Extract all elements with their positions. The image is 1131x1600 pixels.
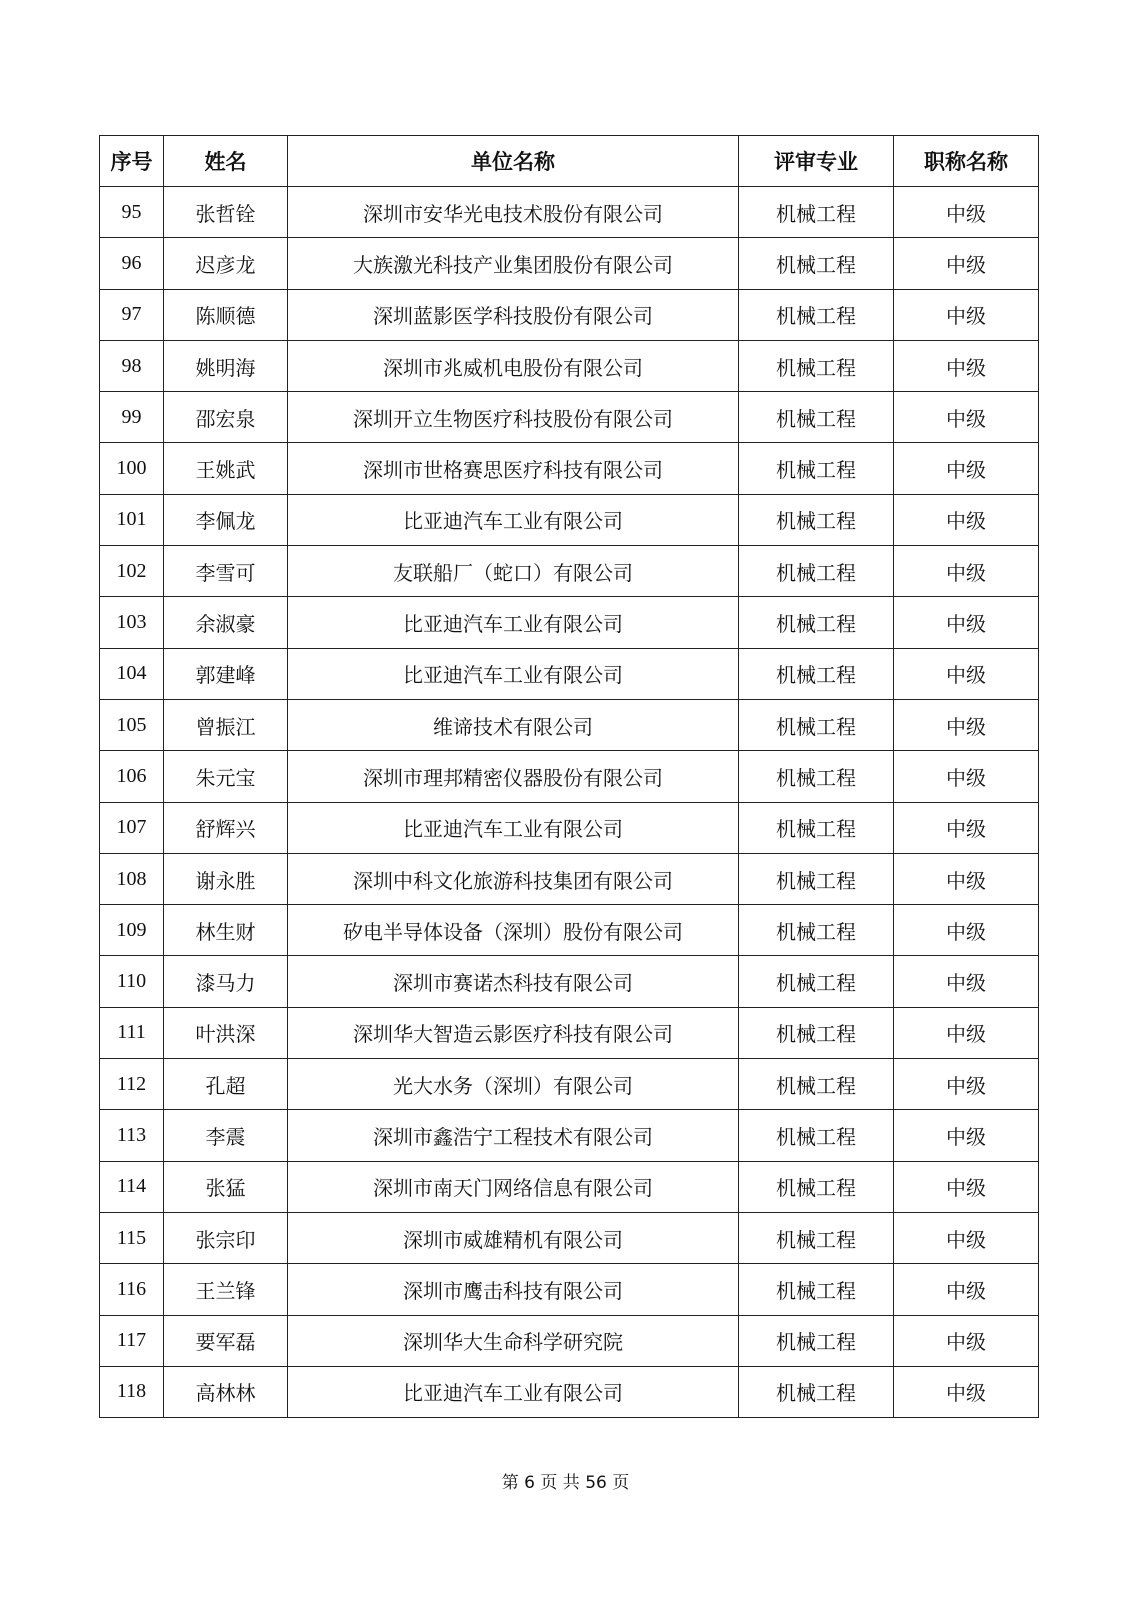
specialty-cell: 机械工程 [739, 699, 894, 750]
serial-cell: 97 [100, 289, 164, 340]
name-cell: 叶洪深 [164, 1007, 288, 1058]
serial-cell: 118 [100, 1366, 164, 1417]
organization-cell: 大族激光科技产业集团股份有限公司 [288, 238, 739, 289]
name-cell: 王姚武 [164, 443, 288, 494]
table-row [100, 1110, 1039, 1161]
serial-cell: 114 [100, 1161, 164, 1212]
name-cell: 王兰锋 [164, 1264, 288, 1315]
name-cell: 李佩龙 [164, 494, 288, 545]
serial-cell: 96 [100, 238, 164, 289]
header-serial: 序号 [100, 136, 164, 187]
specialty-cell: 机械工程 [739, 340, 894, 391]
header-name: 姓名 [164, 136, 288, 187]
title-cell: 中级 [894, 546, 1039, 597]
title-cell: 中级 [894, 494, 1039, 545]
title-cell: 中级 [894, 1315, 1039, 1366]
serial-cell: 113 [100, 1110, 164, 1161]
name-cell: 林生财 [164, 905, 288, 956]
organization-cell: 友联船厂（蛇口）有限公司 [288, 546, 739, 597]
serial-cell: 104 [100, 648, 164, 699]
organization-cell: 深圳蓝影医学科技股份有限公司 [288, 289, 739, 340]
serial-cell: 110 [100, 956, 164, 1007]
title-cell: 中级 [894, 187, 1039, 238]
title-cell: 中级 [894, 1212, 1039, 1263]
specialty-cell: 机械工程 [739, 443, 894, 494]
title-cell: 中级 [894, 443, 1039, 494]
specialty-cell: 机械工程 [739, 802, 894, 853]
title-cell: 中级 [894, 1366, 1039, 1417]
organization-cell: 深圳市赛诺杰科技有限公司 [288, 956, 739, 1007]
title-cell: 中级 [894, 648, 1039, 699]
name-cell: 迟彦龙 [164, 238, 288, 289]
serial-cell: 103 [100, 597, 164, 648]
organization-cell: 深圳市南天门网络信息有限公司 [288, 1161, 739, 1212]
table-row [100, 699, 1039, 750]
name-cell: 邵宏泉 [164, 392, 288, 443]
organization-cell: 比亚迪汽车工业有限公司 [288, 648, 739, 699]
table-row [100, 238, 1039, 289]
serial-cell: 107 [100, 802, 164, 853]
organization-cell: 矽电半导体设备（深圳）股份有限公司 [288, 905, 739, 956]
name-cell: 舒辉兴 [164, 802, 288, 853]
organization-cell: 深圳市兆威机电股份有限公司 [288, 340, 739, 391]
name-cell: 漆马力 [164, 956, 288, 1007]
table-row [100, 1161, 1039, 1212]
specialty-cell: 机械工程 [739, 1315, 894, 1366]
name-cell: 高林林 [164, 1366, 288, 1417]
specialty-cell: 机械工程 [739, 289, 894, 340]
roster-table-container [99, 135, 1038, 1418]
specialty-cell: 机械工程 [739, 1212, 894, 1263]
serial-cell: 98 [100, 340, 164, 391]
serial-cell: 108 [100, 853, 164, 904]
header-row [100, 136, 1039, 187]
header-specialty: 评审专业 [739, 136, 894, 187]
table-row [100, 187, 1039, 238]
name-cell: 余淑豪 [164, 597, 288, 648]
name-cell: 陈顺德 [164, 289, 288, 340]
specialty-cell: 机械工程 [739, 238, 894, 289]
page-number: 第 6 页 共 56 页 [501, 1473, 630, 1493]
header-title: 职称名称 [894, 136, 1039, 187]
table-row [100, 1212, 1039, 1263]
table-row [100, 443, 1039, 494]
name-cell: 谢永胜 [164, 853, 288, 904]
title-cell: 中级 [894, 597, 1039, 648]
title-cell: 中级 [894, 751, 1039, 802]
serial-cell: 101 [100, 494, 164, 545]
organization-cell: 深圳市鹰击科技有限公司 [288, 1264, 739, 1315]
table-row [100, 1315, 1039, 1366]
title-cell: 中级 [894, 340, 1039, 391]
name-cell: 张哲铨 [164, 187, 288, 238]
title-cell: 中级 [894, 699, 1039, 750]
organization-cell: 比亚迪汽车工业有限公司 [288, 802, 739, 853]
serial-cell: 112 [100, 1059, 164, 1110]
organization-cell: 光大水务（深圳）有限公司 [288, 1059, 739, 1110]
name-cell: 要军磊 [164, 1315, 288, 1366]
organization-cell: 深圳市威雄精机有限公司 [288, 1212, 739, 1263]
serial-cell: 102 [100, 546, 164, 597]
serial-cell: 111 [100, 1007, 164, 1058]
serial-cell: 99 [100, 392, 164, 443]
table-row [100, 546, 1039, 597]
table-row [100, 751, 1039, 802]
serial-cell: 117 [100, 1315, 164, 1366]
serial-cell: 95 [100, 187, 164, 238]
specialty-cell: 机械工程 [739, 956, 894, 1007]
table-row [100, 289, 1039, 340]
title-cell: 中级 [894, 1264, 1039, 1315]
organization-cell: 深圳华大生命科学研究院 [288, 1315, 739, 1366]
organization-cell: 比亚迪汽车工业有限公司 [288, 1366, 739, 1417]
specialty-cell: 机械工程 [739, 187, 894, 238]
title-cell: 中级 [894, 1110, 1039, 1161]
name-cell: 张猛 [164, 1161, 288, 1212]
header-organization: 单位名称 [288, 136, 739, 187]
title-cell: 中级 [894, 802, 1039, 853]
organization-cell: 深圳市鑫浩宁工程技术有限公司 [288, 1110, 739, 1161]
table-row [100, 597, 1039, 648]
organization-cell: 深圳市安华光电技术股份有限公司 [288, 187, 739, 238]
organization-cell: 比亚迪汽车工业有限公司 [288, 597, 739, 648]
title-cell: 中级 [894, 238, 1039, 289]
title-cell: 中级 [894, 853, 1039, 904]
serial-cell: 105 [100, 699, 164, 750]
specialty-cell: 机械工程 [739, 1059, 894, 1110]
name-cell: 张宗印 [164, 1212, 288, 1263]
table-row [100, 1059, 1039, 1110]
title-cell: 中级 [894, 1161, 1039, 1212]
organization-cell: 深圳华大智造云影医疗科技有限公司 [288, 1007, 739, 1058]
table-row [100, 1264, 1039, 1315]
title-cell: 中级 [894, 1059, 1039, 1110]
table-row [100, 802, 1039, 853]
table-row [100, 340, 1039, 391]
name-cell: 朱元宝 [164, 751, 288, 802]
organization-cell: 深圳开立生物医疗科技股份有限公司 [288, 392, 739, 443]
specialty-cell: 机械工程 [739, 494, 894, 545]
serial-cell: 100 [100, 443, 164, 494]
organization-cell: 深圳中科文化旅游科技集团有限公司 [288, 853, 739, 904]
title-cell: 中级 [894, 289, 1039, 340]
specialty-cell: 机械工程 [739, 648, 894, 699]
table-body [100, 187, 1039, 1418]
specialty-cell: 机械工程 [739, 1161, 894, 1212]
name-cell: 郭建峰 [164, 648, 288, 699]
organization-cell: 深圳市世格赛思医疗科技有限公司 [288, 443, 739, 494]
specialty-cell: 机械工程 [739, 1264, 894, 1315]
roster-table [99, 135, 1039, 1418]
table-row [100, 956, 1039, 1007]
serial-cell: 106 [100, 751, 164, 802]
specialty-cell: 机械工程 [739, 392, 894, 443]
name-cell: 孔超 [164, 1059, 288, 1110]
organization-cell: 比亚迪汽车工业有限公司 [288, 494, 739, 545]
table-row [100, 494, 1039, 545]
specialty-cell: 机械工程 [739, 751, 894, 802]
serial-cell: 116 [100, 1264, 164, 1315]
title-cell: 中级 [894, 956, 1039, 1007]
table-row [100, 392, 1039, 443]
name-cell: 李震 [164, 1110, 288, 1161]
organization-cell: 深圳市理邦精密仪器股份有限公司 [288, 751, 739, 802]
table-row [100, 905, 1039, 956]
specialty-cell: 机械工程 [739, 1007, 894, 1058]
organization-cell: 维谛技术有限公司 [288, 699, 739, 750]
specialty-cell: 机械工程 [739, 1110, 894, 1161]
specialty-cell: 机械工程 [739, 546, 894, 597]
specialty-cell: 机械工程 [739, 597, 894, 648]
specialty-cell: 机械工程 [739, 853, 894, 904]
table-row [100, 1366, 1039, 1417]
table-row [100, 1007, 1039, 1058]
title-cell: 中级 [894, 392, 1039, 443]
specialty-cell: 机械工程 [739, 1366, 894, 1417]
serial-cell: 109 [100, 905, 164, 956]
serial-cell: 115 [100, 1212, 164, 1263]
table-row [100, 648, 1039, 699]
name-cell: 李雪可 [164, 546, 288, 597]
name-cell: 姚明海 [164, 340, 288, 391]
table-row [100, 853, 1039, 904]
title-cell: 中级 [894, 1007, 1039, 1058]
specialty-cell: 机械工程 [739, 905, 894, 956]
name-cell: 曾振江 [164, 699, 288, 750]
title-cell: 中级 [894, 905, 1039, 956]
